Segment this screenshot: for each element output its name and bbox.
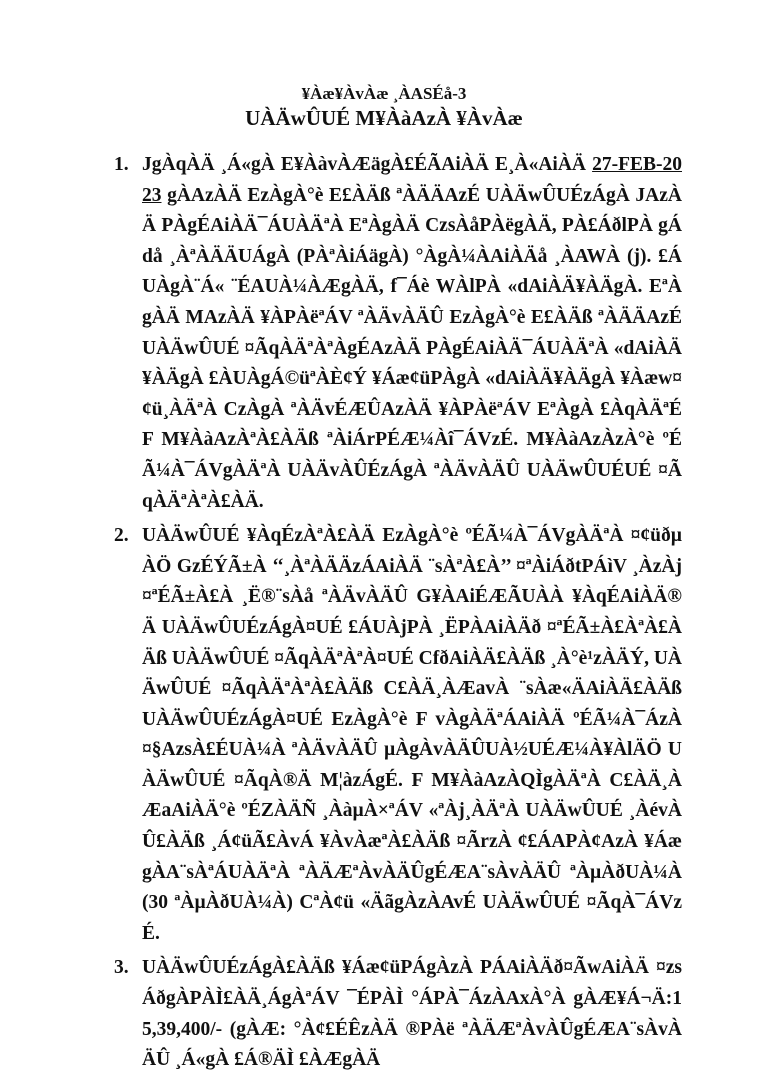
clause-number: 2. bbox=[114, 525, 129, 547]
clause-text-part: JgÀqÀÄ ¸Á«gÀ E¥ÀàvÀÆägÀ£ÉÃAiÀÄ E¸À«AiÀÄ bbox=[142, 154, 593, 175]
clause-item-3 bbox=[102, 953, 682, 1075]
clause-list bbox=[102, 150, 682, 1080]
clause-text: UÀÄwÛUÉzÁgÀ£ÀÄß ¥Áæ¢üPÁgÀzÀ PÁAiÀÄð¤ÃwAiÀÄ ¤zsÁðgÀPÀÌ£ÀÄ¸ÁgÀªÁV ¯ÉPÀÌ °ÁPÀ¯ÁzÀAxÀ°À gÀÆ¥Á¬Ä:15,39,400/- (gÀÆ: °À¢£ÉÊzÀÄ ®PÀë ªÀÄÆªÀvÀÛgÉÆA¨sÀvÀÄÛ ¸Á«gÀ £Á®ÄÌ £ÀÆgÀÄ bbox=[142, 957, 682, 1071]
clause-item-2 bbox=[102, 521, 682, 949]
clause-text-part: gÀAzÀÄ EzÀgÀ°è E£ÀÄß ªÀÄÄAzÉ UÀÄwÛUÉzÁgÀ JAzÀÄ PÀgÉAiÀÄ¯ÁUÀÄªÀ EªÀgÀÄ CzsÀåPÀëgÀÄ, PÀ£ÁðlPÀ gÁdå ¸ÀªÀÄÄUÁgÀ (PÀªÀiÁägÀ) °ÀgÀ¼ÀAiÀÄå ¸ÀAWÀ (j). £ÁUÀgÀ¨Á« ¨ÉAUÀ¼ÀÆgÀÄ, f¯Áè WÀlPÀ «dAiÀÄ¥ÀÄgÀ. EªÀgÀÄ MAzÀÄ ¥ÀPÀëªÁV ªÀÄvÀÄÛ EzÀgÀ°è E£ÀÄß ªÀÄÄAzÉ UÀÄwÛUÉ ¤ÃqÀÄªÀªÀgÉAzÀÄ PÀgÉAiÀÄ¯ÁUÀÄªÀ «dAiÀÄ¥ÀÄgÀ £ÀUÀgÁ©üªÀÈ¢Ý ¥Áæ¢üPÀgÀ «dAiÀÄ¥ÀÄgÀ ¥Àæw¤¢ü¸ÀÄªÀ CzÀgÀ ªÀÄvÉÆÛAzÀÄ ¥ÀPÀëªÁV EªÀgÀ £ÀqÀÄªÉ F M¥ÀàAzÀªÀ£ÀÄß ªÀiÁrPÉÆ¼Àî¯ÁVzÉ. M¥ÀàAzÀzÀ°è ºÉÃ¼À¯ÁVgÀÄªÀ UÀÄvÀÛÉzÁgÀ ªÀÄvÀÄÛ UÀÄwÛUÉUÉ ¤ÃqÀÄªÀªÀ£ÀÄ. bbox=[142, 184, 682, 512]
clause-text: UÀÄwÛUÉ ¥ÀqÉzÀªÀ£ÀÄ EzÀgÀ°è ºÉÃ¼À¯ÁVgÀÄªÀ ¤¢üðµÀÖ GzÉÝÃ±À ‘‘¸ÀªÀÄÄzÁAiÀÄ ¨sÀªÀ£À’’ ¤ªÀiÁðtPÁìV ¸ÀzÀj ¤ªÉÃ±À£À ¸Ë®¨sÀå ªÀÄvÀÄÛ G¥ÀAiÉÆÃUÀÀ ¥ÀqÉAiÀÄ®Ä UÀÄwÛUÉzÁgÀ¤UÉ £ÁUÀjPÀ ¸ËPÀAiÀÄð ¤ªÉÃ±À£ÀªÀ£ÀÄß UÀÄwÛUÉ ¤ÃqÀÄªÀªÀ¤UÉ CfðAiÀÄ£ÀÄß ¸À°è¹zÀÄÝ, UÀÄwÛUÉ ¤ÃqÀÄªÀªÀ£ÀÄß C£ÀÄ¸ÀÆavÀ ¨sÀæ«ÄAiÀÄ£ÀÄß UÀÄwÛUÉzÁgÀ¤UÉ EzÀgÀ°è F vÀgÀÄªÁAiÀÄ ºÉÃ¼À¯ÁzÀ ¤§AzsÀ£ÉUÀ¼À ªÀÄvÀÄÛ µÀgÀvÀÄÛUÀ½UÉÆ¼À¥ÀlÄÖ UÀÄwÛUÉ ¤ÃqÀ®Ä M¦àzÁgÉ. F M¥ÀàAzÀQÌgÀÄªÀ C£ÀÄ¸ÀÆaAiÀÄ°è ºÉZÀÄÑ ¸ÀàµÀ×ªÁV «ªÀj¸ÀÄªÀ UÀÄwÛUÉ ¸ÀévÀÛ£ÀÄß ¸Á¢üÃ£ÀvÁ ¥ÀvÀæªÀ£ÀÄß ¤ÃrzÀ ¢£ÁAPÀ¢AzÀ ¥ÁægÀA¨sÀªÁUÀÄªÀ ªÀÄÆªÀvÀÄÛgÉÆA¨sÀvÀÄÛ ªÀµÀðUÀ¼À (30 ªÀµÀðUÀ¼À) CªÀ¢ü «ÄãgÀzÀAvÉ UÀÄwÛUÉ ¤ÃqÀ¯ÁVzÉ. bbox=[142, 525, 682, 944]
agreement-date: 27-FEB-2023 bbox=[142, 154, 682, 206]
document-title: UÀÄwÛUÉ M¥ÀàAzÀ ¥ÀvÀæ bbox=[245, 106, 523, 130]
clause-item-1 bbox=[102, 150, 682, 517]
clause-number: 1. bbox=[114, 154, 129, 175]
clause-text bbox=[142, 150, 682, 517]
clause-number: 3. bbox=[114, 957, 129, 979]
document-number-heading: ¥Àæ¥ÀvÀæ ¸ÀASÉå-3 bbox=[301, 84, 467, 103]
